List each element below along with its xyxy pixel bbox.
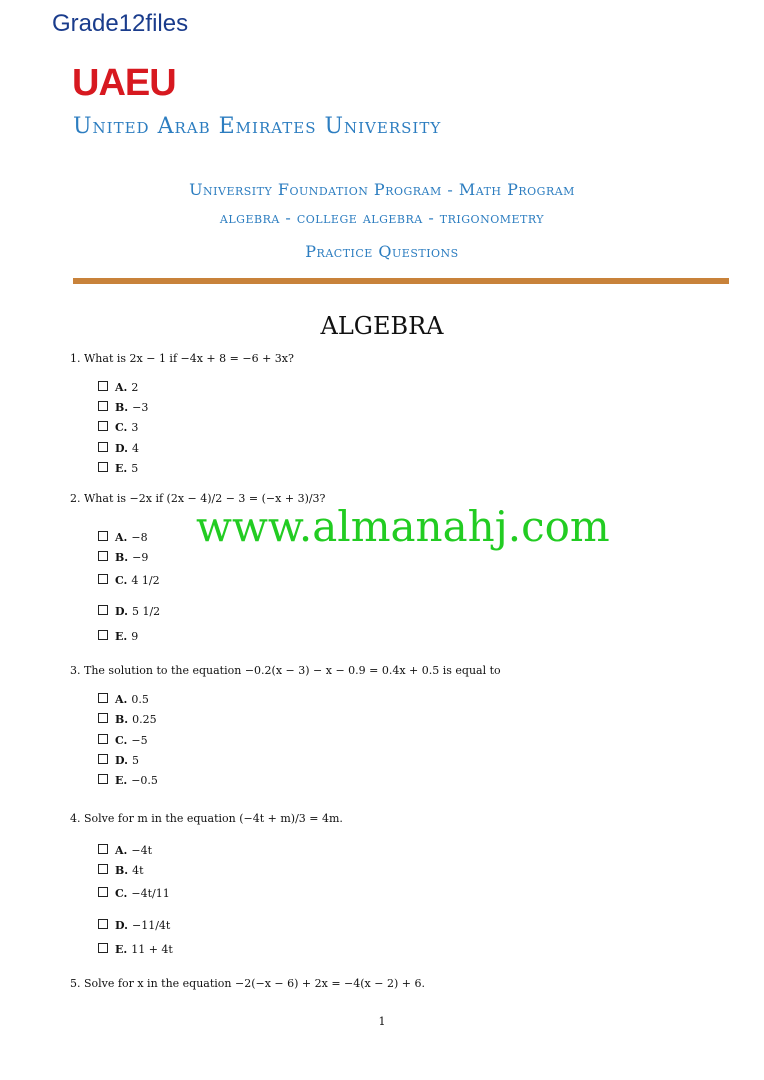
checkbox[interactable] [98, 574, 108, 584]
checkbox[interactable] [98, 462, 108, 472]
section-title: ALGEBRA [320, 312, 444, 340]
question-text: What is 2x − 1 if −4x + 8 = −6 + 3x? [84, 352, 294, 365]
checkbox[interactable] [98, 919, 108, 929]
checkbox[interactable] [98, 531, 108, 541]
option[interactable]: A. −8 [98, 531, 148, 544]
checkbox[interactable] [98, 605, 108, 615]
option[interactable]: E. −0.5 [98, 774, 158, 787]
question-number: 1. [70, 352, 81, 365]
question-text: What is −2x if (2x − 4)/2 − 3 = (−x + 3)/3? [84, 492, 326, 505]
question-1 [70, 352, 294, 365]
checkbox[interactable] [98, 887, 108, 897]
option[interactable]: D. 5 [98, 754, 139, 767]
checkbox[interactable] [98, 551, 108, 561]
question-number: 3. [70, 664, 81, 677]
option[interactable]: C. 4 1/2 [98, 574, 160, 587]
option[interactable]: A. 0.5 [98, 693, 149, 706]
question-number: 2. [70, 492, 81, 505]
option[interactable]: C. −4t/11 [98, 887, 170, 900]
checkbox[interactable] [98, 630, 108, 640]
program-heading: University Foundation Program - Math Program [189, 180, 575, 199]
option[interactable]: E. 9 [98, 630, 138, 643]
option[interactable]: D. −11/4t [98, 919, 170, 932]
option[interactable]: B. −3 [98, 401, 148, 414]
checkbox[interactable] [98, 401, 108, 411]
option[interactable]: A. −4t [98, 844, 152, 857]
option[interactable]: E. 5 [98, 462, 138, 475]
checkbox[interactable] [98, 754, 108, 764]
uaeu-logo: UAEU [72, 62, 176, 104]
checkbox[interactable] [98, 734, 108, 744]
checkbox[interactable] [98, 693, 108, 703]
checkbox[interactable] [98, 442, 108, 452]
option[interactable]: B. 4t [98, 864, 144, 877]
option[interactable]: C. −5 [98, 734, 148, 747]
option[interactable]: D. 5 1/2 [98, 605, 160, 618]
page-number: 1 [378, 1015, 386, 1028]
subjects-heading: algebra - college algebra - trigonometry [219, 208, 545, 227]
option[interactable]: D. 4 [98, 442, 139, 455]
header-divider [73, 278, 729, 284]
checkbox[interactable] [98, 421, 108, 431]
option[interactable]: A. 2 [98, 381, 138, 394]
question-number: 4. [70, 812, 81, 825]
checkbox[interactable] [98, 864, 108, 874]
question-4 [70, 812, 343, 825]
question-5 [70, 977, 425, 990]
document-title: Practice Questions [305, 242, 459, 261]
checkbox[interactable] [98, 381, 108, 391]
option[interactable]: B. −9 [98, 551, 148, 564]
option[interactable]: B. 0.25 [98, 713, 157, 726]
site-name: Grade12files [52, 10, 189, 37]
university-name: United Arab Emirates University [73, 114, 442, 139]
checkbox[interactable] [98, 943, 108, 953]
checkbox[interactable] [98, 713, 108, 723]
option[interactable]: E. 11 + 4t [98, 943, 173, 956]
question-text: Solve for m in the equation (−4t + m)/3 = 4m. [84, 812, 343, 825]
question-number: 5. [70, 977, 81, 990]
question-text: The solution to the equation −0.2(x − 3) − x − 0.9 = 0.4x + 0.5 is equal to [84, 664, 501, 677]
checkbox[interactable] [98, 774, 108, 784]
watermark: www.almanahj.com [196, 502, 610, 551]
checkbox[interactable] [98, 844, 108, 854]
option[interactable]: C. 3 [98, 421, 138, 434]
question-text: Solve for x in the equation −2(−x − 6) + 2x = −4(x − 2) + 6. [84, 977, 425, 990]
question-3 [70, 664, 501, 677]
